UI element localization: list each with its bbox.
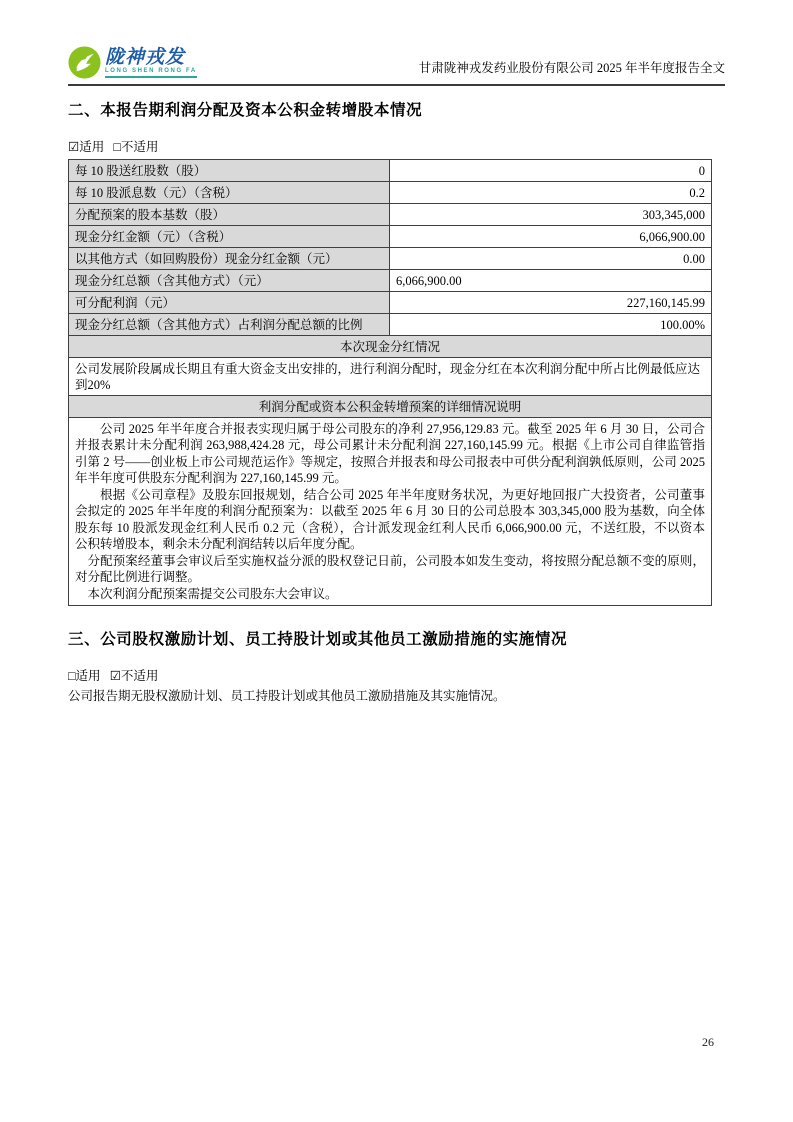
row-label: 现金分红总额（含其他方式）（元） [69,270,390,292]
profit-distribution-table [68,159,712,606]
row-label: 每 10 股送红股数（股） [69,160,390,182]
checkbox-not-applicable-checked: ☑不适用 [109,668,159,683]
table-row [69,396,712,418]
detail-section-header: 利润分配或资本公积金转增预案的详细情况说明 [69,396,712,418]
checkbox-applicable: □适用 [68,668,101,683]
row-value: 0.00 [390,248,712,270]
detail-paragraphs-cell [69,418,712,606]
report-title: 甘肃陇神戎发药业股份有限公司 2025 年半年度报告全文 [418,61,725,75]
page-number: 26 [702,1035,714,1049]
checkbox-not-applicable: □不适用 [113,140,159,154]
table-row [69,226,712,248]
detail-paragraph: 根据《公司章程》及股东回报规划，结合公司 2025 年半年度财务状况，为更好地回报广大投资者，公司董事会拟定的 2025 年半年度的利润分配预案为：以截至 2025 年 6 月 30 日的公司总股本 303,345,000 股为基数，向全体股东每 10 股派发现金红利人民币 0.2 元（含税），合计派发现金红利人民币 6,066,900.00 元，不送红股，不以资本公积转增股本，剩余未分配利润结转以后年度分配。 [75,487,705,551]
checkbox-applicable-checked: ☑适用 [68,140,105,154]
table-row [69,358,712,396]
table-row [69,182,712,204]
row-value: 0.2 [390,182,712,204]
cash-dividend-section-header: 本次现金分红情况 [69,336,712,358]
section-3-heading: 三、公司股权激励计划、员工持股计划或其他员工激励措施的实施情况 [68,630,568,648]
section-3-note: 公司报告期无股权激励计划、员工持股计划或其他员工激励措施及其实施情况。 [68,688,506,703]
row-value: 0 [390,160,712,182]
company-logo [68,46,197,79]
table-row [69,336,712,358]
row-value: 6,066,900.00 [390,270,712,292]
detail-paragraph: 本次利润分配预案需提交公司股东大会审议。 [87,586,338,601]
row-label: 现金分红金额（元）（含税） [69,226,390,248]
detail-paragraph: 分配预案经董事会审议后至实施权益分派的股权登记日前，公司股本如发生变动，将按照分配总额不变的原则，对分配比例进行调整。 [75,553,705,584]
page-header [68,46,725,86]
brand-subtitle: LONG SHEN RONG FA [105,68,197,78]
row-value: 227,160,145.99 [390,292,712,314]
table-row [69,270,712,292]
row-label: 可分配利润（元） [69,292,390,314]
row-value: 303,345,000 [390,204,712,226]
row-label: 现金分红总额（含其他方式）占利润分配总额的比例 [69,314,390,336]
table-row [69,418,712,606]
table-row [69,314,712,336]
row-label: 分配预案的股本基数（股） [69,204,390,226]
logo-icon [68,46,101,79]
row-value: 100.00% [390,314,712,336]
table-row [69,248,712,270]
section-3-applicable-row [68,668,725,684]
detail-paragraph: 公司 2025 年半年度合并报表实现归属于母公司股东的净利 27,956,129.83 元。截至 2025 年 6 月 30 日，公司合并报表累计未分配利润 263,988,424.28 元，母公司累计未分配利润 227,160,145.99 元。根据《上市公司自律监管指引第 2 号——创业板上市公司规范运作》等规定，按照合并报表和母公司报表中可供分配利润孰低原则，公司 2025 年半年度可供股东分配利润为 227,160,145.99 元。 [75,421,705,485]
section-2-applicable-row [68,139,725,155]
section-2-heading: 二、本报告期利润分配及资本公积金转增股本情况 [68,102,423,119]
table-row [69,292,712,314]
brand-name: 陇神戎发 [105,46,186,68]
table-row [69,160,712,182]
row-value: 6,066,900.00 [390,226,712,248]
table-row [69,204,712,226]
cash-dividend-policy-note: 公司发展阶段属成长期且有重大资金支出安排的，进行利润分配时，现金分红在本次利润分配中所占比例最低应达到20% [69,358,712,396]
row-label: 以其他方式（如回购股份）现金分红金额（元） [69,248,390,270]
row-label: 每 10 股派息数（元）（含税） [69,182,390,204]
